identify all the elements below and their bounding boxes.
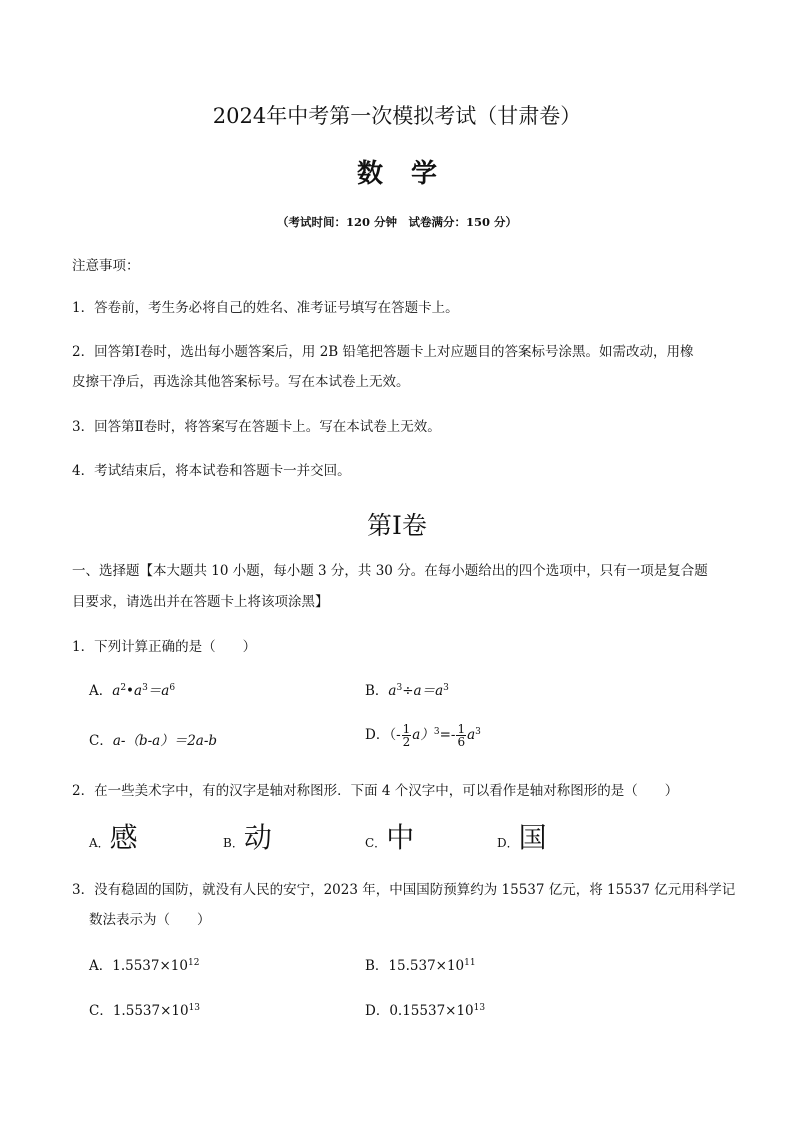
exam-meta: （考试时间：120 分钟 试卷满分：150 分） xyxy=(276,215,517,229)
fraction-one-half: $\frac{1}{2}$ xyxy=(402,722,411,749)
notice-item-2: 2．回答第Ⅰ卷时，选出每小题答案后，用 2B 铅笔把答题卡上对应题目的答案标号涂黑。如需改动，用橡 xyxy=(72,344,694,360)
q3-stem: 3．没有稳固的国防，就没有人民的安宁，2023 年，中国国防预算约为 15537 亿元，将 15537 亿元用科学记 xyxy=(72,882,736,898)
option-label: A． xyxy=(89,836,110,850)
q3-option-d: D．$0.15537\times 10^{13}$ xyxy=(365,1003,486,1019)
option-label: C． xyxy=(365,836,387,850)
option-label: C． xyxy=(89,733,113,749)
option-label: A． xyxy=(89,958,113,974)
notice-item-1: 1．答卷前，考生务必将自己的姓名、准考证号填写在答题卡上。 xyxy=(72,300,459,316)
q3-option-c: C．$1.5537\times 10^{13}$ xyxy=(89,1003,201,1019)
q3-option-b: B．$15.537\times 10^{11}$ xyxy=(365,958,476,974)
notice-heading: 注意事项： xyxy=(72,258,140,274)
q2-option-b xyxy=(223,822,272,854)
notice-item-4: 4．考试结束后，将本试卷和答题卡一并交回。 xyxy=(72,463,351,479)
option-label: D． xyxy=(497,836,519,850)
option-char: 动 xyxy=(243,821,272,854)
option-label: B． xyxy=(223,836,244,850)
q1-option-b: B．$a^3\div a=a^3$ xyxy=(365,683,449,699)
option-label: A． xyxy=(89,683,113,699)
option-char: 国 xyxy=(518,821,547,854)
subject-title: 数学 xyxy=(356,159,465,189)
notice-item-3: 3．回答第Ⅱ卷时，将答案写在答题卡上。写在本试卷上无效。 xyxy=(72,419,441,435)
q1-stem: 1．下列计算正确的是（ ） xyxy=(72,639,257,655)
section-title: 第Ⅰ卷 xyxy=(367,511,427,540)
option-label: C． xyxy=(89,1003,113,1019)
q3-option-a: A．$1.5537\times 10^{12}$ xyxy=(89,958,200,974)
q1-option-a: A．$a^2•a^3=a^6$ xyxy=(89,683,176,699)
section-instruction-1: 一、选择题【本大题共 10 小题，每小题 3 分，共 30 分。在每小题给出的四个选项中，只有一项是复合题 xyxy=(72,563,708,579)
q2-stem: 2．在一些美术字中，有的汉字是轴对称图形．下面 4 个汉字中，可以看作是轴对称图形的是（ ） xyxy=(72,783,679,799)
exam-title: 2024年中考第一次模拟考试（甘肃卷） xyxy=(212,104,582,128)
option-label: D． xyxy=(365,727,390,743)
option-char: 感 xyxy=(109,821,138,854)
q2-option-d xyxy=(497,822,547,854)
option-char: 中 xyxy=(386,821,415,854)
section-instruction-2: 目要求，请选出并在答题卡上将该项涂黑】 xyxy=(72,594,329,610)
q1-option-c: C．a-（b-a）＝2a-b xyxy=(89,733,218,749)
option-label: B． xyxy=(365,683,389,699)
option-label: D． xyxy=(365,1003,390,1019)
notice-item-2-cont: 皮擦干净后，再选涂其他答案标号。写在本试卷上无效。 xyxy=(72,374,410,390)
option-label: B． xyxy=(365,958,389,974)
q2-option-a xyxy=(89,822,138,854)
q2-option-c xyxy=(365,822,414,854)
q3-stem-cont: 数法表示为（ ） xyxy=(89,912,211,928)
q1-option-d: D．（- $\frac{1}{2}$ a）$^3$=- $\frac{1}{6}$ $a^3$ xyxy=(365,722,481,749)
fraction-one-sixth: $\frac{1}{6}$ xyxy=(457,722,466,749)
